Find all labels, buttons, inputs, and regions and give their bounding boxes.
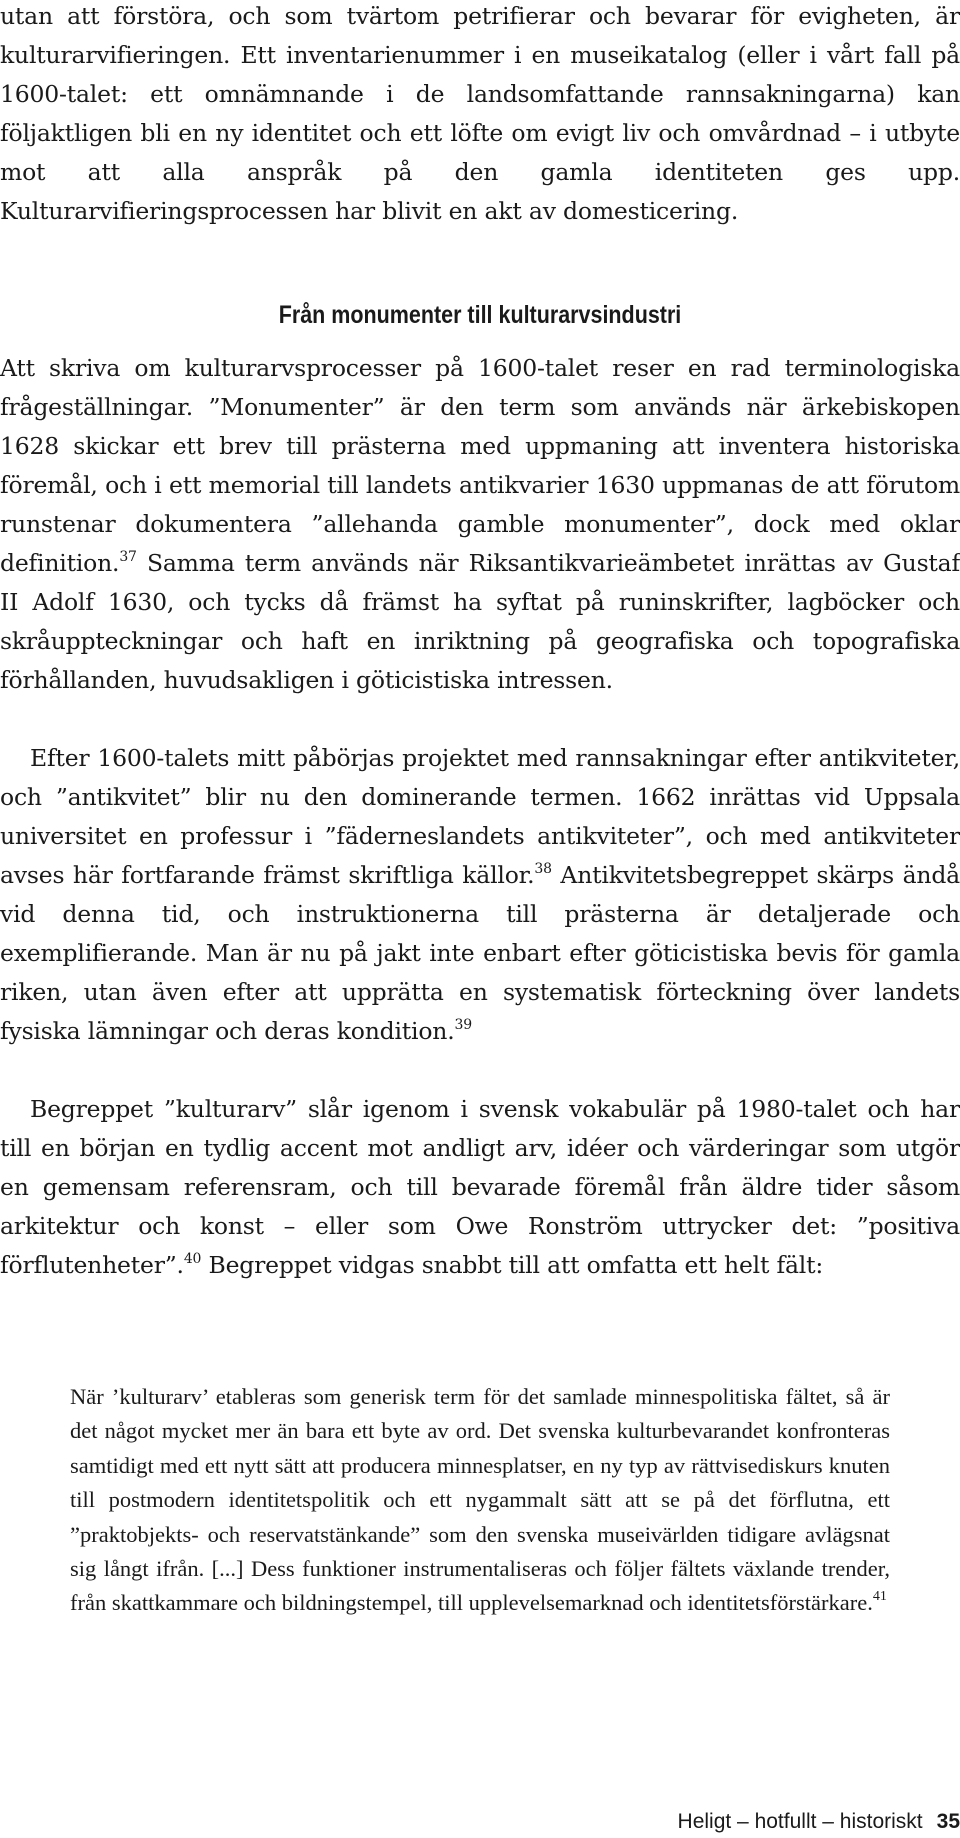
page-footer <box>678 1809 960 1835</box>
paragraph-kulturarv-text-a: Begreppet ”kulturarv” slår igenom i svensk vokabulär på 1980-talet och har till en början en tydlig accent mot andligt arv, idéer och värderingar som utgör en gemensam referensram, och till bevarade föremål från äldre tider såsom arkitektur och konst – eller som Owe Ronström uttrycker det: ”positiva förflutenheter”. <box>0 1095 960 1279</box>
footnote-ref-39: 39 <box>454 1017 472 1033</box>
paragraph-monumenter <box>0 349 960 700</box>
paragraph-kulturarv <box>0 1090 960 1285</box>
section-heading: Från monumenter till kulturarvsindustri <box>278 301 682 329</box>
paragraph-monumenter-text-b: Samma term används när Riksantikvarieämbetet inrättas av Gustaf II Adolf 1630, och tycks då främst ha syftat på runinskrifter, lagböcker och skråuppteckningar och haft en inriktning på geografiska och topografiska förhållanden, huvudsakligen i göticistiska intressen. <box>0 549 960 694</box>
paragraph-kulturarv-text-b: Begreppet vidgas snabbt till att omfatta ett helt fält: <box>201 1251 824 1279</box>
opening-paragraph <box>0 0 960 231</box>
paragraph-antikvitet-text-b: Antikvitetsbegreppet skärps ändå vid denna tid, och instruktionerna till prästerna är detaljerade och exemplifierande. Man är nu på jakt inte enbart efter göticistiska bevis för gamla riken, utan även efter att upprätta en systematisk förteckning över landets fysiska lämningar och deras kondition. <box>0 861 960 1045</box>
paragraph-monumenter-text-a: Att skriva om kulturarvsprocesser på 1600-talet reser en rad terminologiska frågeställningar. ”Monumenter” är den term som används när ärkebiskopen 1628 skickar ett brev till prästerna med uppmaning att inventera historiska föremål, och i ett memorial till landets antikvarier 1630 uppmanas de att förutom runstenar dokumentera ”allehanda gamble monumenter”, dock med oklar definition. <box>0 354 960 577</box>
footnote-ref-37: 37 <box>119 549 137 565</box>
footnote-ref-38: 38 <box>534 861 552 877</box>
footnote-ref-41: 41 <box>872 1589 887 1605</box>
page-number: 35 <box>936 1810 960 1833</box>
block-quote <box>70 1380 890 1621</box>
block-quote-text: När ’kulturarv’ etableras som generisk term för det samlade minnespolitiska fältet, så är det något mycket mer än bara ett byte av ord. Det svenska kulturbevarandet konfronteras samtidigt med ett nytt sätt att producera minnesplatser, en ny typ av rättvisediskurs knuten till postmodern identitetspolitik och ett nygammalt sätt att se på det förflutna, ett ”praktobjekts- och reservatstänkande” som den svenska museivärlden tidigare avlägsnat sig långt ifrån. [...] Dess funktioner instrumentaliseras och följer fältets växlande trender, från skattkammare och bildningstempel, till upplevelsemarknad och identitetsförstärkare. <box>70 1384 890 1616</box>
running-title: Heligt – hotfullt – historiskt <box>677 1810 923 1833</box>
opening-paragraph-text: utan att förstöra, och som tvärtom petrifierar och bevarar för evigheten, är kulturarvifieringen. Ett inventarienummer i en museikatalog (eller i vårt fall på 1600-talet: ett omnämnande i de landsomfattande rannsakningarna) kan följaktligen bli en ny identitet och ett löfte om evigt liv och omvårdnad – i utbyte mot att alla anspråk på den gamla identiteten ges upp. Kulturarvifieringsprocessen har blivit en akt av domesticering. <box>0 2 960 225</box>
paragraph-antikvitet <box>0 739 960 1051</box>
paragraph-antikvitet-text-a: Efter 1600-talets mitt påbörjas projektet med rannsakningar efter antikviteter, och ”antikvitet” blir nu den dominerande termen. 1662 inrättas vid Uppsala universitet en professur i ”fäderneslandets antikviteter”, och med antikviteter avses här fortfarande främst skriftliga källor. <box>0 744 960 889</box>
footnote-ref-40: 40 <box>183 1251 202 1267</box>
